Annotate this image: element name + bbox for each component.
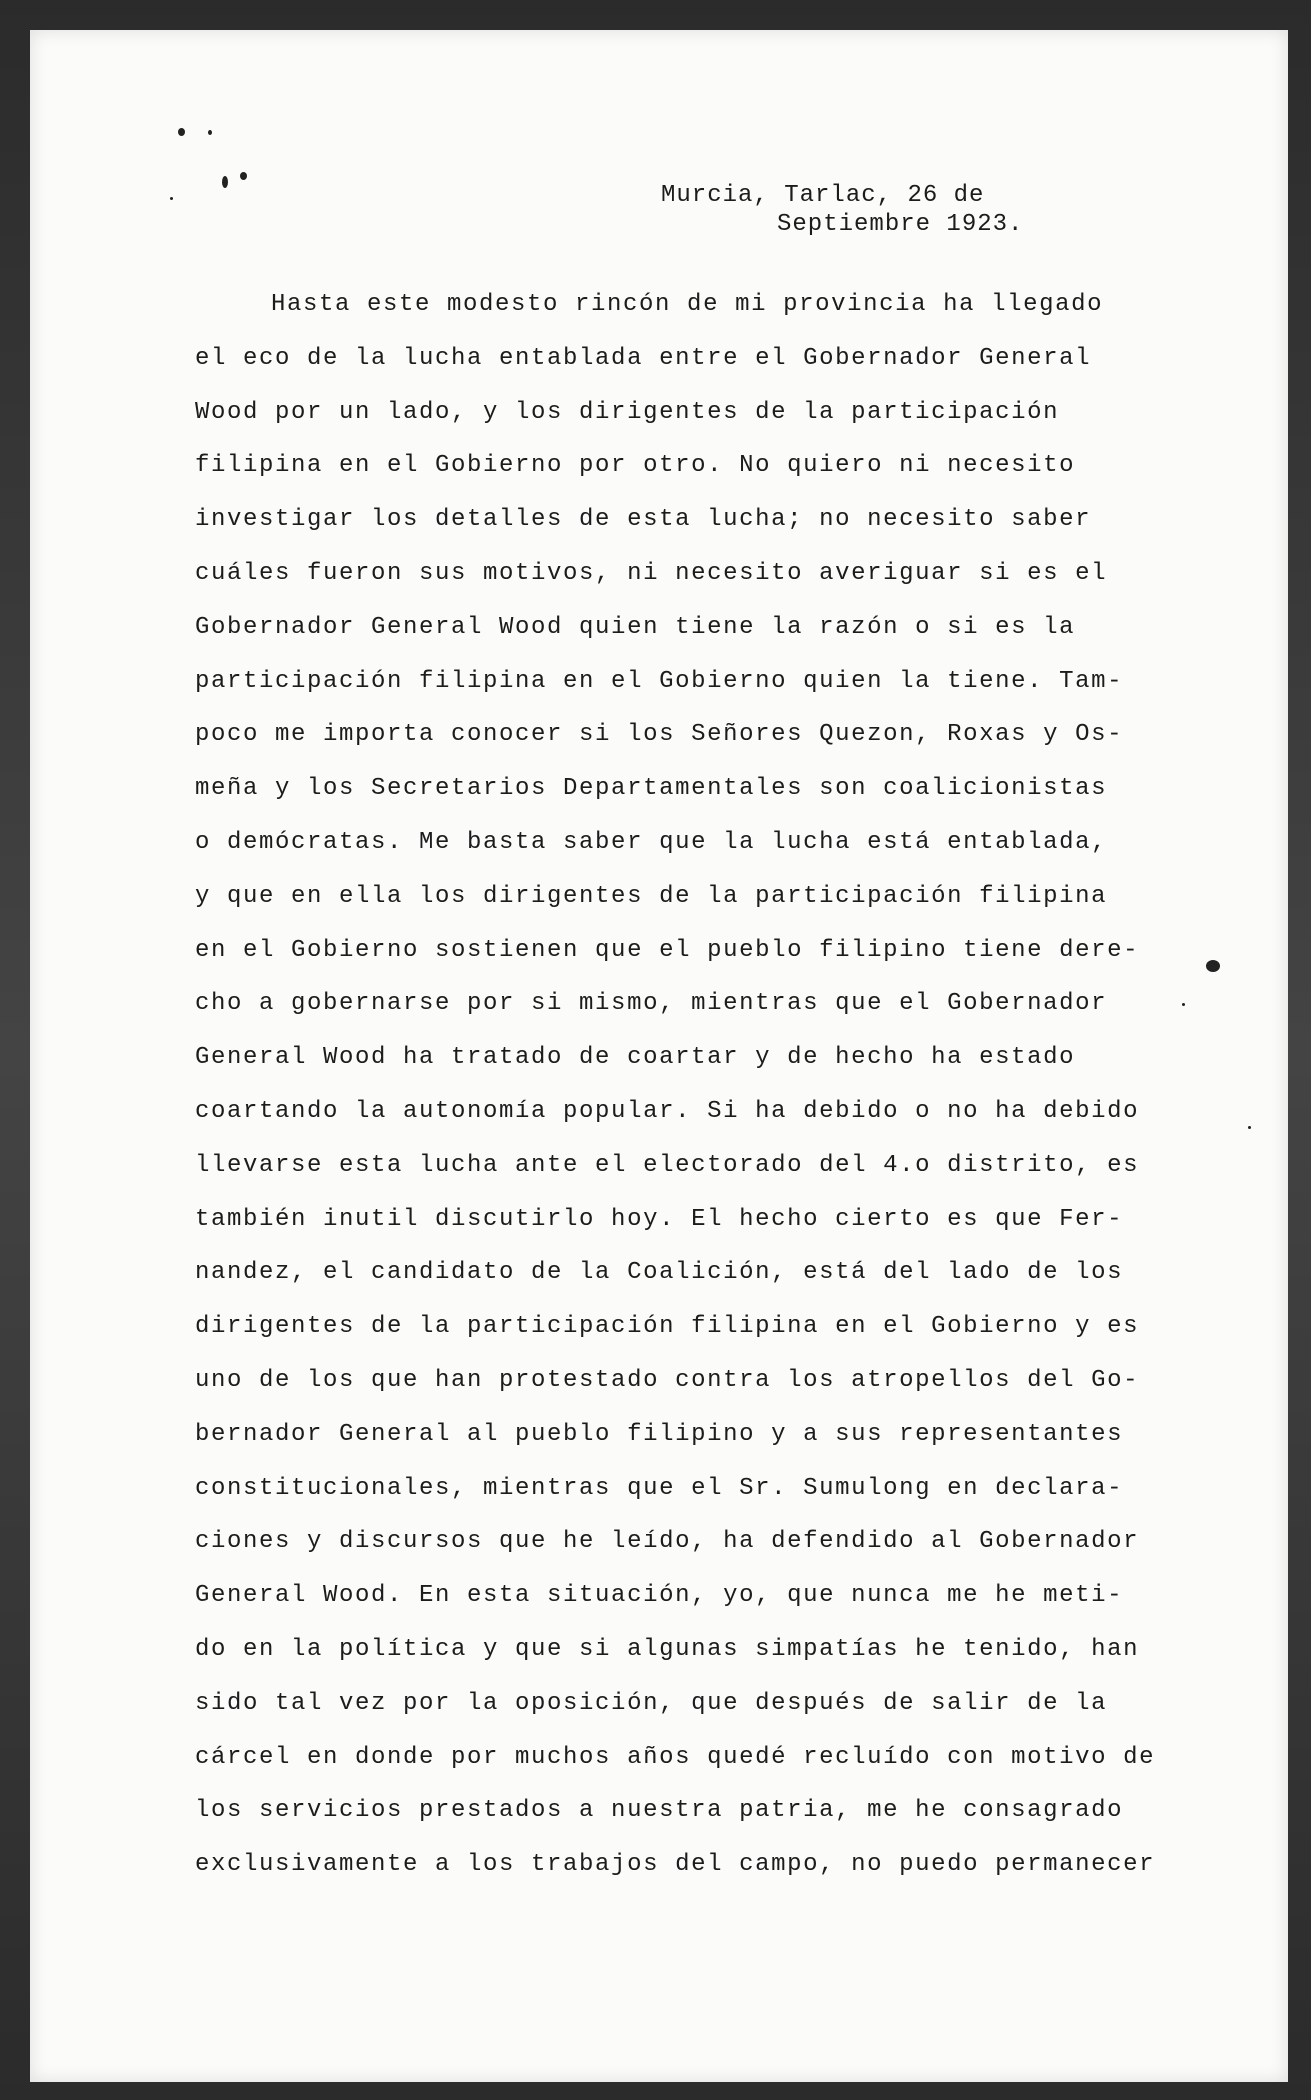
text-line: coartando la autonomía popular. Si ha debido o no ha debido: [195, 1097, 1140, 1125]
text-line: en el Gobierno sostienen que el pueblo filipino tiene dere-: [195, 936, 1140, 964]
text-line: o demócratas. Me basta saber que la lucha está entablada,: [195, 828, 1108, 856]
text-line: y que en ella los dirigentes de la participación filipina: [195, 882, 1108, 910]
text-line: filipina en el Gobierno por otro. No quiero ni necesito: [195, 452, 1076, 480]
text-line: General Wood ha tratado de coartar y de hecho ha estado: [195, 1044, 1076, 1072]
ink-speck: [1248, 1126, 1251, 1129]
text-line: uno de los que han protestado contra los atropellos del Go-: [195, 1366, 1140, 1394]
text-line: exclusivamente a los trabajos del campo, no puedo permanecer: [195, 1851, 1156, 1879]
text-line: participación filipina en el Gobierno quien la tiene. Tam-: [195, 667, 1124, 695]
letter-body: [195, 278, 1185, 1892]
ink-speck: [178, 128, 185, 136]
text-line: cho a gobernarse por si mismo, mientras que el Gobernador: [195, 990, 1108, 1018]
text-line: cárcel en donde por muchos años quedé recluído con motivo de: [195, 1743, 1156, 1771]
dateline-date: Septiembre 1923.: [777, 211, 1024, 238]
dateline-place: Murcia, Tarlac, 26 de: [661, 182, 985, 209]
text-line: nandez, el candidato de la Coalición, está del lado de los: [195, 1259, 1124, 1287]
text-line: Gobernador General Wood quien tiene la razón o si es la: [195, 613, 1076, 641]
text-line: también inutil discutirlo hoy. El hecho cierto es que Fer-: [195, 1205, 1124, 1233]
ink-speck: [170, 197, 173, 200]
text-line: los servicios prestados a nuestra patria, me he consagrado: [195, 1797, 1124, 1825]
ink-speck: [222, 176, 228, 188]
ink-speck: [240, 172, 247, 180]
text-line: bernador General al pueblo filipino y a sus representantes: [195, 1420, 1124, 1448]
text-line: cuáles fueron sus motivos, ni necesito averiguar si es el: [195, 559, 1108, 587]
text-line: dirigentes de la participación filipina en el Gobierno y es: [195, 1313, 1140, 1341]
text-line: constitucionales, mientras que el Sr. Sumulong en declara-: [195, 1474, 1124, 1502]
ink-speck: [208, 130, 212, 135]
text-line: investigar los detalles de esta lucha; no necesito saber: [195, 506, 1092, 534]
text-line: meña y los Secretarios Departamentales son coalicionistas: [195, 775, 1108, 803]
text-line: el eco de la lucha entablada entre el Gobernador General: [195, 344, 1092, 372]
ink-speck: [1206, 960, 1220, 972]
text-line: Hasta este modesto rincón de mi provincia ha llegado: [271, 291, 1104, 318]
text-line: sido tal vez por la oposición, que después de salir de la: [195, 1689, 1108, 1717]
text-line: do en la política y que si algunas simpatías he tenido, han: [195, 1635, 1140, 1663]
text-line: General Wood. En esta situación, yo, que nunca me he meti-: [195, 1582, 1124, 1610]
text-line: ciones y discursos que he leído, ha defendido al Gobernador: [195, 1528, 1140, 1556]
text-line: llevarse esta lucha ante el electorado del 4.o distrito, es: [195, 1151, 1140, 1179]
text-line: Wood por un lado, y los dirigentes de la participación: [195, 398, 1060, 426]
text-line: poco me importa conocer si los Señores Quezon, Roxas y Os-: [195, 721, 1124, 749]
